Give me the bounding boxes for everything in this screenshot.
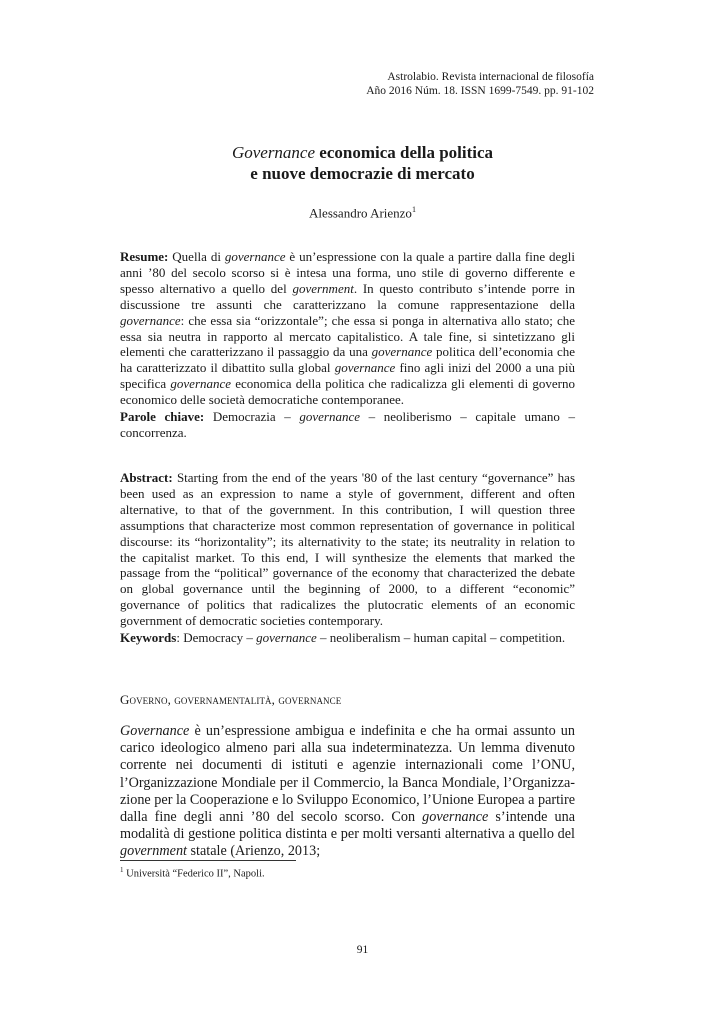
resume-paragraph: [120, 249, 575, 408]
abstract-label: Abstract:: [120, 470, 173, 485]
resume-term: governance: [224, 249, 286, 264]
parole-label: Parole chiave:: [120, 409, 205, 424]
page-number: 91: [356, 944, 369, 956]
resume-term: governance: [371, 344, 433, 360]
resume-text: è un’espressione con la quale a partire dalla fine degli anni ’80 del secolo scorso si è intesa una forma, uno stile di governo differente e spesso alternativo a quello del: [120, 249, 575, 296]
resume-text: . In questo contributo s’intende porre in discussione tre assunti che caratterizzano la comune rappresentazione della: [120, 280, 575, 312]
resume-text: Quella di: [168, 249, 225, 264]
resume-text: politica dell’economia che ha caratterizzato il dibattito sulla global: [120, 344, 575, 376]
resume-text: fino agli inizi del 2000 a una più specifica: [120, 360, 575, 392]
author-line: [0, 205, 725, 221]
resume-term: governance: [120, 312, 181, 328]
footnote: [120, 866, 265, 880]
footnote-text: Università “Federico II”, Napoli.: [123, 868, 265, 880]
parole-term: governance: [299, 409, 361, 424]
journal-name: Astrolabio. Revista internacional de filosofía: [387, 71, 594, 83]
resume-label: Resume:: [120, 249, 169, 264]
body-text: statale (Arienzo, 2013;: [186, 843, 321, 860]
section-heading: Governo, governamentalità, governance: [120, 692, 342, 707]
parole-text: – neoliberismo – capitale umano – concorrenza.: [120, 409, 575, 440]
resume-text: : che essa sia “orizzontale”; che essa si ponga in alternativa allo stato; che essa sia neutra in rapporto al mercato capitalistico. A tale fine, si sintetizzano gli elementi che caratterizzano il passaggio da una: [120, 312, 575, 360]
footnote-divider: [120, 860, 296, 861]
resume-text: economica della politica che radicalizza gli elementi di governo economico delle società democratiche contemporanee.: [120, 376, 575, 408]
body-term: Governance: [120, 723, 190, 739]
parole-text: Democrazia –: [204, 409, 300, 424]
keywords-text: : Democracy –: [176, 630, 257, 645]
resume-term: governance: [334, 360, 396, 376]
title-line-1-rest: economica della politica: [315, 143, 494, 162]
title-line-1: [0, 142, 725, 163]
abstract-paragraph: [120, 470, 575, 629]
issue-info: Año 2016 Núm. 18. ISSN 1699-7549. pp. 91-102: [366, 85, 594, 97]
body-text: s’intende una modalità di gestione politica distinta e per molti versanti alternativa a quello del: [120, 809, 575, 843]
title-italic: Governance: [231, 143, 316, 162]
keywords-term: governance: [256, 630, 317, 645]
resume-term: governance: [170, 376, 232, 392]
journal-header: [366, 70, 594, 98]
keywords-label: Keywords: [120, 630, 177, 645]
footnote-mark: 1: [120, 866, 124, 874]
body-term: governance: [422, 809, 489, 826]
body-text: è un’espressione ambigua e indefinita e che ha ormai assunto un carico ideologico almeno pari alla sua indeterminatezza. Un lemma divenuto corrente nei documenti di istituti e agenzie internazionali come l’ONU, l’Organizzazione Mondiale per il Commercio, la Banca Mondiale, l’Organizza-zione per la Cooperazione e lo Sviluppo Economico, l’Unione Europea a partire dalla fine degli anni ’80 del secolo scorso. Con: [120, 723, 575, 826]
article-title: [0, 142, 725, 184]
body-term: government: [120, 843, 187, 860]
author-footnote-mark: 1: [411, 205, 416, 214]
body-paragraph: [120, 723, 575, 861]
parole-chiave: [120, 409, 575, 441]
title-line-2: e nuove democrazie di mercato: [250, 164, 475, 183]
abstract-text: Starting from the end of the years '80 of the last century “governance” has been used as an expression to name a style of government, different and often alternative, to that of the government. In this contribution, I will question three assumptions that characterize most common representation of governance in political discourse: its “horizontality”; its alternativity to the state; its neutrality in relation to the capitalist market. To this end, I will synthesize the elements that marked the passage from the “political” governance of the economy that characterized the debate on global governance until the beginning of 2000, to a different “economic” governance of politics that radicalizes the plutocratic elements of an economic government of democratic societies contemporary.: [120, 470, 575, 629]
keywords: [120, 630, 575, 646]
author-name: Alessandro Arienzo: [309, 205, 412, 221]
resume-term: government: [292, 280, 354, 296]
keywords-text: – neoliberalism – human capital – competition.: [316, 630, 566, 645]
